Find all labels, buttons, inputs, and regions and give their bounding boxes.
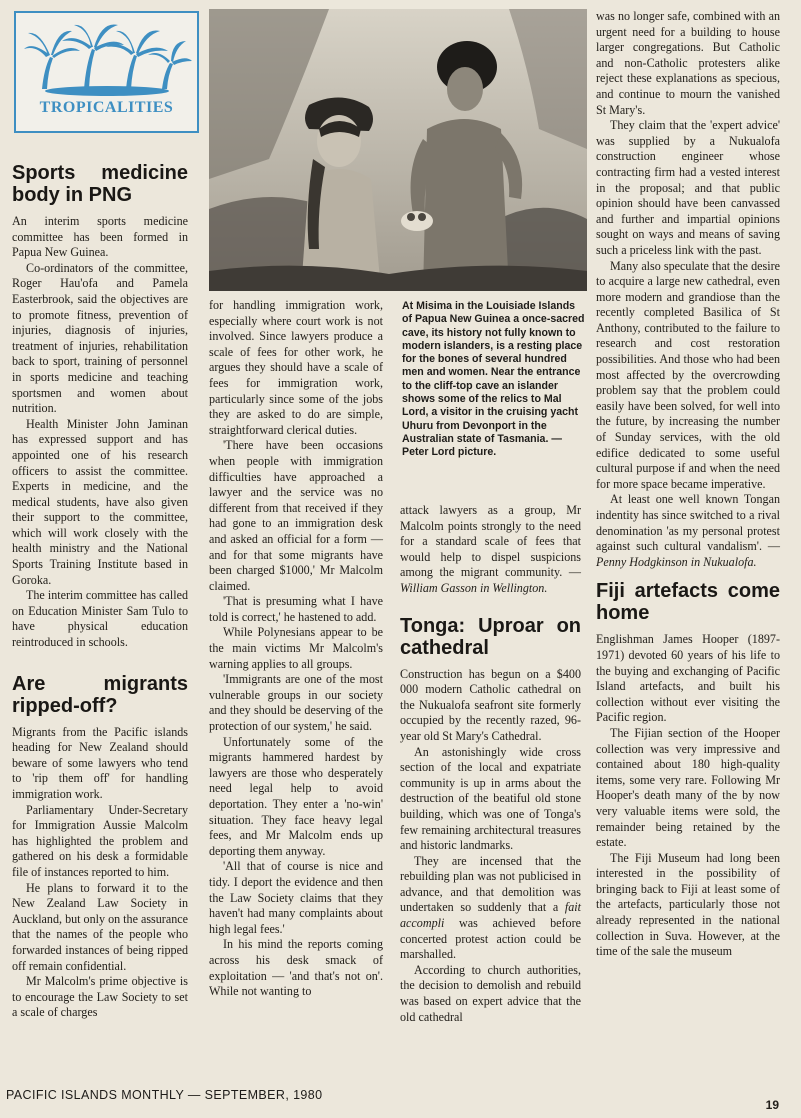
tonga-text: At least one well known Tongan indentity has since switched to a rival denomination 'as my personal protest against such cultural vandalism'. — — [596, 492, 780, 554]
column-4 — [596, 9, 780, 960]
tonga-fait-accompli: fait accompli — [400, 900, 581, 931]
page-number: 19 — [765, 1098, 779, 1112]
tonga-text: They are incensed that the rebuilding plan was not publicised in advance, and that demolition was undertaken so suddenly that a — [400, 853, 581, 915]
tonga-paragraph — [596, 492, 780, 570]
column-3 — [400, 503, 581, 1025]
tonga-byline: Penny Hodgkinson in Nukualofa. — [596, 554, 757, 569]
migrants-paragraph: 'That is presuming what I have told is correct,' he hastened to add. — [209, 594, 383, 624]
tonga-headline: Tonga: Uproar on cathedral — [400, 614, 581, 659]
photograph-two-people-icon — [209, 9, 587, 291]
fiji-headline: Fiji artefacts come home — [596, 580, 780, 625]
migrants-paragraph: In his mind the reports coming across his desk smack of exploitation — 'and that's not on'. While not wanting to — [209, 937, 383, 999]
migrants-paragraph: 'Immigrants are one of the most vulnerable groups in our society and they should be deserving of the protection of our system,' he said. — [209, 672, 383, 734]
photo-caption: At Misima in the Louisiade Islands of Papua New Guinea a once-sacred cave, its history not fully known to modern islanders, is a resting place for the bones of several hundred men and women. Near the entrance to the cliff-top cave an islander shows some of the relics to Mal Lord, a visitor in the cruising yacht Uhuru from Devonport in the Australian state of Tasmania. — Peter Lord picture. — [402, 300, 585, 459]
tropicalities-logo — [14, 11, 199, 133]
column-2 — [209, 298, 383, 1000]
migrants-headline: Are migrants ripped-off? — [12, 672, 188, 717]
tonga-paragraph: An astonishingly wide cross section of the local and expatriate community is up in arms about the destruction of the beatiful old stone building, which was one of Tonga's few remaining architectural treasures and historic landmarks. — [400, 744, 581, 853]
tonga-paragraph — [400, 854, 581, 963]
migrants-paragraph: While Polynesians appear to be the main victims Mr Malcolm's warning applies to all groups. — [209, 625, 383, 671]
fiji-paragraph: The Fijian section of the Hooper collection was very impressive and contained about 180 high-quality items, some very rare. Following Mr Hooper's death many of the by now very valuable items were sold, the remainder being retained by the estate. — [596, 725, 780, 850]
tonga-paragraph: Construction has begun on a $400 000 modern Catholic cathedral on the Nukualofa seafront site formerly occupied by the recently razed, 96-year old St Mary's Cathedral. — [400, 666, 581, 743]
palm-island-icon — [22, 19, 192, 99]
sports-paragraph: Health Minister John Jaminan has expressed support and has appointed one of his research officers to assist the committee. Experts in medicine, and the medical students, have also given their support to the committee, which will work closely with the health ministry and the National Sports Training Institute based in Goroka. — [12, 416, 188, 587]
migrants-paragraph: Unfortunately some of the migrants hammered hardest by lawyers are those who desperately need legal help to avoid deportation. They enter a 'no-win' situation. They face heavy legal fees, and Mr Malcolm ends up deporting them anyway. — [209, 734, 383, 858]
migrants-paragraph — [400, 503, 581, 597]
migrants-paragraph: Migrants from the Pacific islands heading for New Zealand should beware of some lawyers who tend to 'rip them off' for handling immigration work. — [12, 724, 188, 801]
tonga-text: was achieved before concerted protest action could be marshalled. — [400, 916, 581, 962]
tonga-paragraph: was no longer safe, combined with an urgent need for a building to house larger congregations. But Catholic and non-Catholic protesters alike reject these explanations as specious, and continue to mourn the vanished St Mary's. — [596, 9, 780, 117]
sports-paragraph: The interim committee has called on Education Minister Sam Tulo to have physical education reintroduced in schools. — [12, 588, 188, 650]
tonga-paragraph: Many also speculate that the desire to acquire a large new cathedral, even more modern and grandiose than the recently completed Basilica of St Anthony, contributed to the failure to research and cost restoration possibilities. And those who had been most affected by the overcrowding problem say that the problem could easily have been solved, for well into the future, by increasing the number of Sunday services, with the old edifice dedicated to some useful cultural purpose if and when the need for more space became imperative. — [596, 258, 780, 491]
migrants-byline: William Gasson in Wellington. — [400, 580, 548, 595]
sports-headline: Sports medicine body in PNG — [12, 162, 188, 206]
misima-cave-photo — [209, 9, 587, 291]
migrants-paragraph: He plans to forward it to the New Zealand Law Society in Auckland, but only on the assurance that the names of the people who forwarded instances of being ripped off remain confidential. — [12, 880, 188, 973]
fiji-paragraph: Englishman James Hooper (1897-1971) devoted 60 years of his life to the buying and exchanging of Pacific Island artefacts, and built his collection without ever visiting the Pacific region. — [596, 632, 780, 725]
migrants-paragraph: Mr Malcolm's prime objective is to encourage the Law Society to set a scale of charges — [12, 974, 188, 1020]
fiji-paragraph: The Fiji Museum had long been interested in the possibility of bringing back to Fiji at least some of the artefacts, particularly those not already represented in the national collection in Suva. However, at the time of the sale the museum — [596, 850, 780, 959]
tonga-paragraph: They claim that the 'expert advice' was supplied by a Nukualofa construction engineer whose contracting firm had a vested interest in the proposal; and that public opinion should have been canvassed and further and impartial opinions sought on ways and means of saving such a priceless link with the past. — [596, 118, 780, 257]
logo-label: TROPICALITIES — [39, 99, 174, 116]
tonga-paragraph: According to church authorities, the decision to demolish and rebuild was based on expert advice that the old cathedral — [400, 962, 581, 1024]
sports-paragraph: Co-ordinators of the committee, Roger Hau'ofa and Pamela Easterbrook, said the objectives are to promote fitness, prevention of injuries, diagnosis of injuries, treatment of injuries, rehabilitation back to sport, training of personnel in sports medicine and teaching sportsmen and women about nutrition. — [12, 260, 188, 416]
sports-paragraph: An interim sports medicine committee has been formed in Papua New Guinea. — [12, 214, 188, 260]
migrants-paragraph: Parliamentary Under-Secretary for Immigration Aussie Malcolm has highlighted the problem and gathered on his desk a formidable file of instances reported to him. — [12, 802, 188, 879]
migrants-paragraph: 'All that of course is nice and tidy. I deport the evidence and then the Law Society claims that they haven't had many complaints about high legal fees.' — [209, 859, 383, 936]
migrants-paragraph: 'There have been occasions when people with immigration difficulties have approached a lawyer and the service was no different from that received if they had gone to an immigration desk and asked an official for a form — and for that some migrants have been charged $1000,' Mr Malcolm claimed. — [209, 438, 383, 593]
migrants-paragraph: for handling immigration work, especially where court work is not involved. Since lawyers produce a scale of fees for other work, he argues they should have a scale of fees for immigration work, particularly since some of the jobs they are asked to do are simple, straightforward clerical duties. — [209, 298, 383, 437]
migrants-end-text: attack lawyers as a group, Mr Malcolm points strongly to the need for a standard scale of fees that would help to dispel suspicions among the migrant community. — — [400, 503, 581, 580]
column-1 — [12, 162, 188, 1021]
footer-masthead: PACIFIC ISLANDS MONTHLY — SEPTEMBER, 1980 — [6, 1088, 323, 1102]
